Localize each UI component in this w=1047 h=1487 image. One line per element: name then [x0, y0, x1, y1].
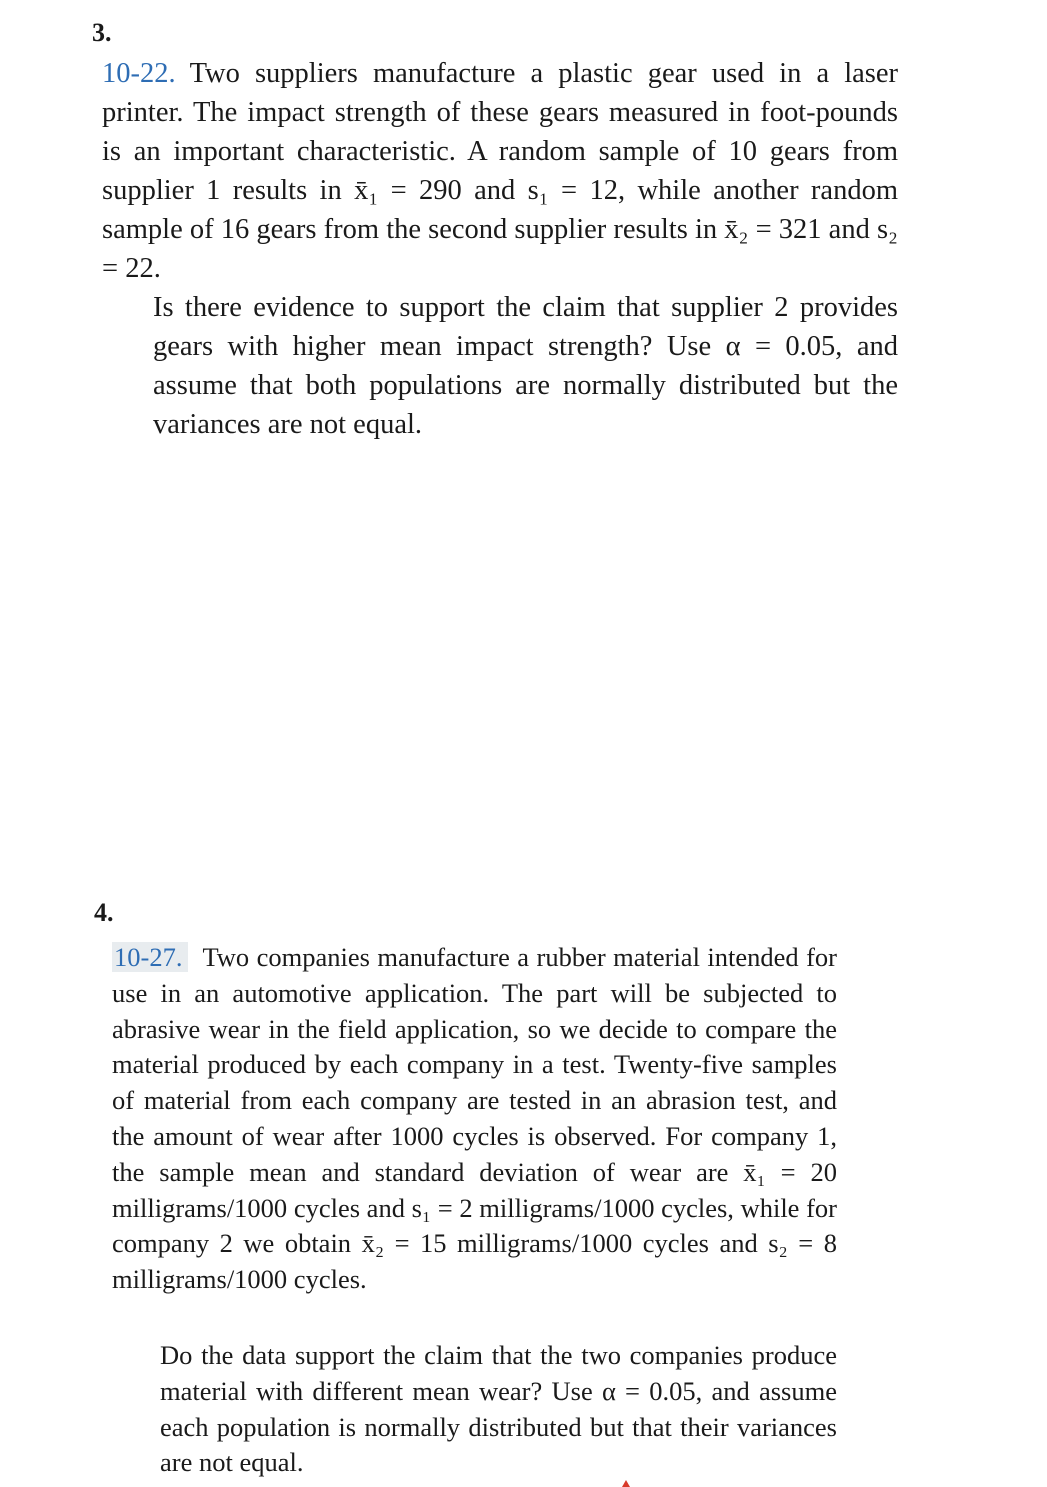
problem-10-22-question: Is there evidence to support the claim that supplier 2 provides gears with higher mean impact strength? Use α = 0.05, and assume that both populations are normally distributed but the variances are not equal. [153, 292, 898, 440]
problem-10-27-statement [112, 940, 837, 1298]
problem-id-10-27: 10-27. [112, 942, 188, 972]
cursor-mark-icon [622, 1480, 630, 1487]
problem-10-27-text: Two companies manufacture a rubber material intended for use in an automotive application. The part will be subjected to abrasive wear in the field application, so we decide to compare the material produced by each company in a test. Twenty-five samples of material from each company are tested in an abrasion test, and the amount of wear after 1000 cycles is observed. For company 1, the sample mean and standard deviation of wear are x̄₁ = 20 milligrams/1000 cycles and s₁ = 2 milligrams/1000 cycles, while for company 2 we obtain x̄₂ = 15 milligrams/1000 cycles and s₂ = 8 milligrams/1000 cycles. [112, 942, 837, 1295]
question-number-3: 3. [92, 18, 112, 47]
problem-id-10-22: 10-22. [102, 58, 176, 89]
problem-10-27-question: Do the data support the claim that the two companies produce material with different mean wear? Use α = 0.05, and assume each population is normally distributed but that their variances are not equal. [160, 1340, 837, 1478]
problem-10-22-text: Two suppliers manufacture a plastic gear used in a laser printer. The impact strength of these gears measured in foot-pounds is an important characteristic. A random sample of 10 gears from supplier 1 results in x̄₁ = 290 and s₁ = 12, while another random sample of 16 gears from the second supplier results in x̄₂ = 321 and s₂ = 22. [102, 58, 898, 284]
question-number-4: 4. [94, 898, 114, 927]
problem-10-22-statement [102, 54, 898, 288]
